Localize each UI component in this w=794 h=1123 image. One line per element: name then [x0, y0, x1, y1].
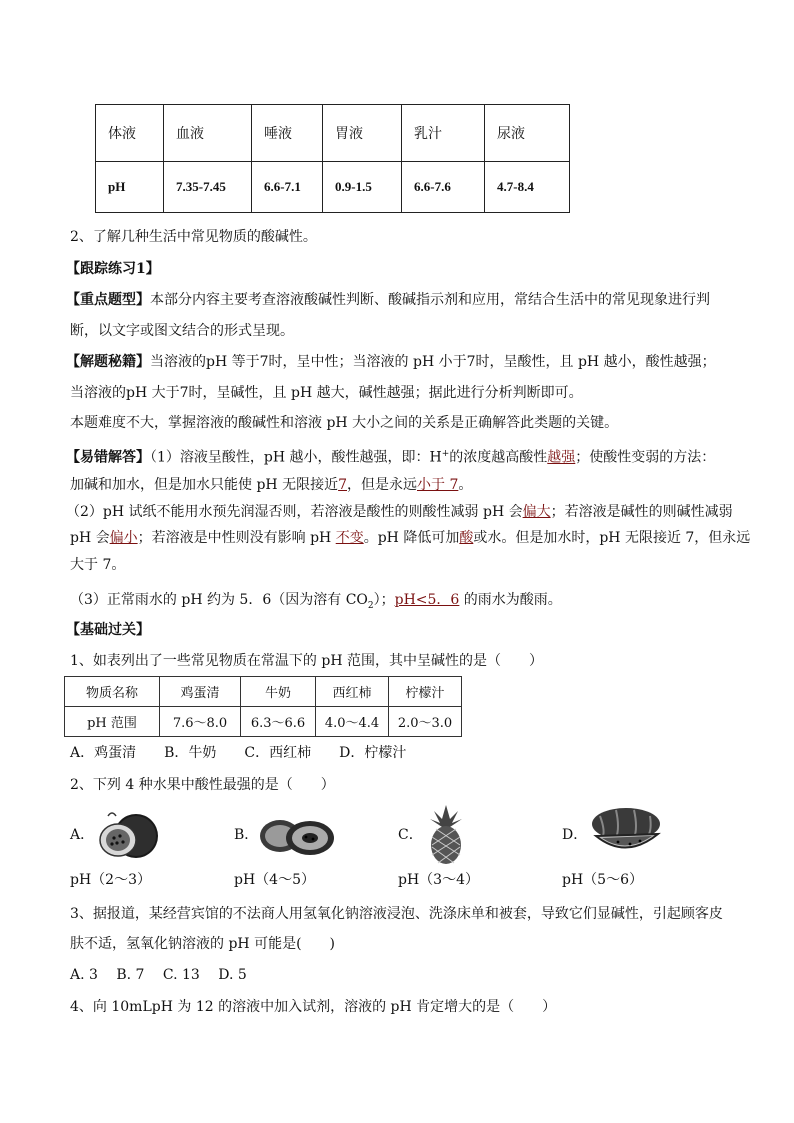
text: 加碱和加水，但是加水只能使 pH 无限接近 — [70, 477, 339, 493]
text: pH 会 — [70, 530, 110, 546]
question-3-line-2: 肤不适，氢氧化钠溶液的 pH 可能是( ) — [70, 936, 335, 952]
watermelon-icon — [586, 804, 666, 862]
table-cell: 4.0～4.4 — [316, 707, 389, 737]
table-row — [96, 162, 570, 213]
text: ，但是永远 — [347, 477, 417, 493]
q2-option-c-ph: pH（3～4） — [398, 872, 479, 888]
label: 【重点题型】 — [66, 292, 150, 308]
section-heading: 【跟踪练习1】 — [66, 261, 160, 277]
table-cell: 物质名称 — [65, 677, 160, 707]
label: 【易错解答】 — [66, 449, 150, 466]
q2-option-d-letter: D． — [562, 827, 588, 843]
paragraph-line: 大于 7。 — [70, 557, 126, 573]
paragraph-line — [70, 475, 472, 495]
table-cell: 6.6-7.1 — [252, 162, 323, 213]
underlined-text: 不变 — [335, 530, 364, 546]
table-cell: pH 范围 — [65, 707, 160, 737]
papaya-icon — [258, 808, 336, 860]
table-cell: 7.6～8.0 — [160, 707, 241, 737]
table-cell: 乳汁 — [402, 105, 485, 162]
table-cell: 4.7-8.4 — [485, 162, 570, 213]
table-cell: 0.9-1.5 — [323, 162, 402, 213]
text: 的雨水为酸雨。 — [459, 592, 562, 608]
table-cell: 6.6-7.6 — [402, 162, 485, 213]
underlined-text: 偏小 — [109, 530, 138, 546]
table-cell: 胃液 — [323, 105, 402, 162]
paragraph-line: 2、了解几种生活中常见物质的酸碱性。 — [70, 229, 317, 245]
paragraph-line — [66, 444, 715, 468]
text: ）； — [373, 592, 395, 608]
question-2: 2、下列 4 种水果中酸性最强的是（ ） — [70, 777, 335, 793]
paragraph-line: 本题难度不大，掌握溶液的酸碱性和溶液 pH 大小之间的关系是正确解答此类题的关键。 — [70, 415, 619, 431]
table-row — [65, 707, 462, 737]
q2-option-b-ph: pH（4～5） — [234, 872, 315, 888]
table-cell: 唾液 — [252, 105, 323, 162]
subscript: 2 — [367, 600, 374, 611]
table-cell: 牛奶 — [241, 677, 316, 707]
table-cell: 6.3～6.6 — [241, 707, 316, 737]
question-1: 1、如表列出了一些常见物质在常温下的 pH 范围，其中呈碱性的是（ ） — [70, 653, 543, 669]
text: 。pH 降低可加 — [363, 530, 460, 546]
q2-option-a-ph: pH（2～3） — [70, 872, 151, 888]
table-cell: 柠檬汁 — [389, 677, 462, 707]
text: ；若溶液是中性则没有影响 pH — [137, 530, 336, 546]
text: 的浓度越高酸性 — [449, 449, 548, 466]
text: 本部分内容主要考查溶液酸碱性判断、酸碱指示剂和应用，常结合生活中的常见现象进行判 — [150, 292, 710, 308]
body-fluid-ph-table — [95, 104, 570, 213]
paragraph-line — [66, 352, 716, 372]
paragraph-line — [70, 528, 750, 548]
q1-ph-table — [64, 676, 462, 737]
table-cell: 血液 — [164, 105, 252, 162]
table-cell: 西红柿 — [316, 677, 389, 707]
text: ；使酸性变弱的方法： — [575, 449, 716, 466]
underlined-text: 小于 7 — [417, 477, 459, 493]
paragraph-line — [70, 590, 562, 616]
table-cell: 体液 — [96, 105, 164, 162]
underlined-text: 越强 — [547, 449, 576, 466]
text: （2）pH 试纸不能用水预先润湿否则，若溶液是酸性的则酸性减弱 pH 会 — [66, 504, 523, 520]
underlined-text: pH<5．6 — [394, 592, 460, 608]
text: ；若溶液是碱性的则碱性减弱 — [550, 504, 733, 520]
question-3-line-1: 3、据报道，某经营宾馆的不法商人用氢氧化钠溶液浸泡、洗涤床单和被套，导致它们显碱性，引起顾客皮 — [70, 906, 723, 922]
question-4: 4、向 10mLpH 为 12 的溶液中加入试剂，溶液的 pH 肯定增大的是（ ） — [70, 999, 557, 1015]
label: 【解题秘籍】 — [66, 354, 150, 370]
text: （3）正常雨水的 pH 约为 5．6（因为溶有 CO — [70, 592, 368, 608]
table-row — [65, 677, 462, 707]
paragraph-line: 断，以文字或图文结合的形式呈现。 — [70, 323, 294, 339]
underlined-text: 偏大 — [522, 504, 551, 520]
text: （1）溶液呈酸性，pH 越小，酸性越强，即：H — [150, 449, 442, 466]
table-cell: 尿液 — [485, 105, 570, 162]
q2-option-b-letter: B． — [234, 827, 259, 843]
text: 或水。但是加水时，pH 无限接近 7，但永远 — [473, 530, 751, 546]
table-cell: 7.35-7.45 — [164, 162, 252, 213]
table-cell: 2.0～3.0 — [389, 707, 462, 737]
table-row — [96, 105, 570, 162]
text: 。 — [458, 477, 473, 493]
paragraph-line — [66, 502, 733, 522]
underlined-text: 7 — [338, 477, 347, 493]
table-cell: pH — [96, 162, 164, 213]
paragraph-line: 当溶液的pH 大于7时，呈碱性，且 pH 越大，碱性越强；据此进行分析判断即可。 — [70, 385, 583, 401]
table-cell: 鸡蛋清 — [160, 677, 241, 707]
superscript: + — [441, 449, 450, 459]
pineapple-icon — [424, 803, 468, 865]
underlined-text: 酸 — [459, 530, 474, 546]
q2-option-a-letter: A． — [70, 827, 95, 843]
q1-options: A．鸡蛋清 B．牛奶 C．西红柿 D．柠檬汁 — [70, 745, 407, 761]
section-heading: 【基础过关】 — [66, 622, 150, 638]
paragraph-line — [66, 290, 710, 310]
q3-options: A. 3 B. 7 C. 13 D. 5 — [70, 967, 247, 983]
q2-option-c-letter: C． — [398, 827, 423, 843]
text: 当溶液的pH 等于7时，呈中性；当溶液的 pH 小于7时，呈酸性，且 pH 越小，酸性越强； — [150, 354, 716, 370]
passion-fruit-icon — [96, 806, 160, 862]
q2-option-d-ph: pH（5～6） — [562, 872, 643, 888]
